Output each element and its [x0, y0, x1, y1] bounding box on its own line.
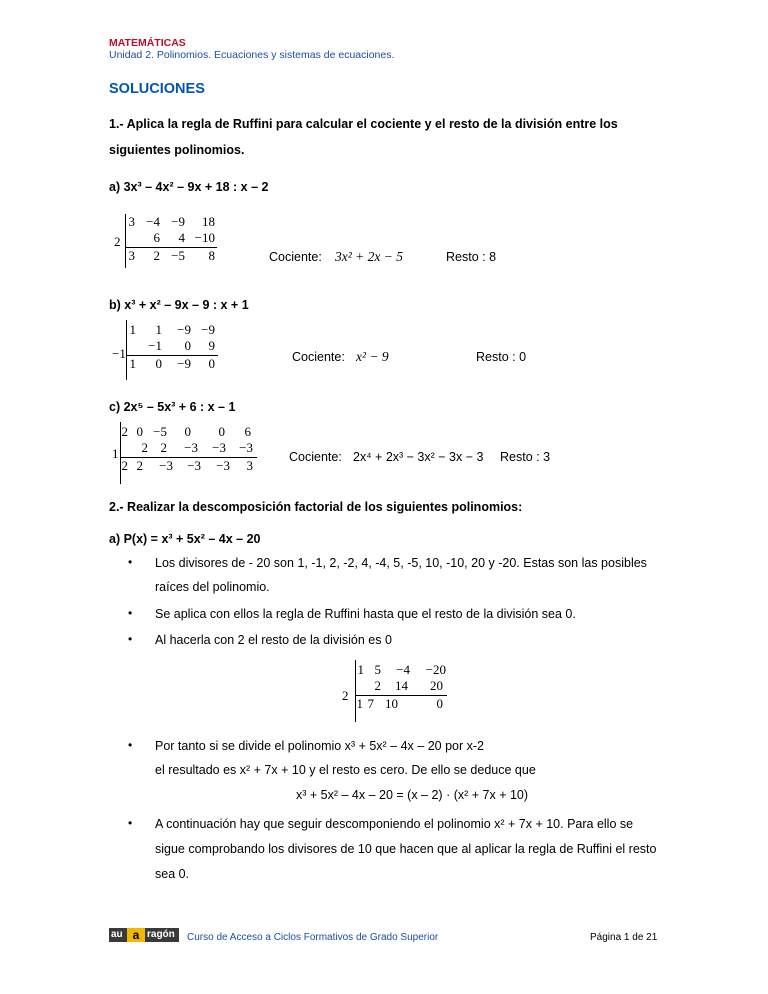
bullet-icon: •	[128, 606, 133, 620]
cell: −3	[216, 458, 230, 473]
cell: −5	[171, 248, 185, 263]
cell: −9	[201, 322, 215, 337]
q1c-cociente-label: Cociente:	[289, 450, 342, 464]
cell: 6	[244, 424, 251, 439]
q1b-resto: Resto : 0	[476, 350, 527, 364]
bullet-icon: •	[128, 738, 133, 752]
ruffini-root: 1	[112, 446, 119, 461]
cell: 7	[367, 696, 374, 711]
cell: 0	[184, 424, 191, 439]
q2-statement: 2.- Realizar la descomposición factorial de los siguientes polinomios:	[109, 500, 523, 514]
q1a-cociente: 3x² + 2x − 5	[335, 249, 404, 264]
q1b-label: b) x³ + x² – 9x – 9 : x + 1	[109, 298, 249, 312]
bullet-icon: •	[128, 632, 133, 646]
cell: −3	[187, 458, 201, 473]
cell: 2	[160, 440, 167, 455]
cell: 9	[208, 338, 215, 353]
cell: 14	[395, 678, 408, 693]
cell: −3	[212, 440, 226, 455]
cell: 18	[202, 214, 215, 229]
cell: 2	[136, 458, 143, 473]
q2a-ruffini	[339, 660, 479, 724]
cell: −20	[425, 662, 446, 677]
q1c-ruffini	[109, 422, 279, 486]
q2-bullet5-line3: sea 0.	[155, 867, 190, 881]
footer-page-number: Página 1 de 21	[590, 932, 658, 943]
q1a-cociente-label: Cociente:	[269, 250, 322, 264]
header-subject: MATEMÁTICAS	[109, 37, 186, 49]
cell: −9	[171, 214, 185, 229]
cell: −5	[153, 424, 167, 439]
cell: 1	[356, 696, 363, 711]
q2-bullet4-line2: el resultado es x² + 7x + 10 y el resto es cero. De ello se deduce que	[155, 763, 536, 777]
cell: 4	[178, 230, 185, 245]
cell: −4	[396, 662, 410, 677]
cell: −3	[239, 440, 253, 455]
q2-bullet1-line2: raíces del polinomio.	[155, 580, 270, 594]
section-title: SOLUCIONES	[109, 81, 205, 97]
logo-text-left: au	[111, 929, 123, 940]
q1-statement-line1: 1.- Aplica la regla de Ruffini para calcular el cociente y el resto de la división entre los	[109, 117, 618, 131]
q1a-resto: Resto : 8	[446, 250, 497, 264]
q2-bullet5-line1: A continuación hay que seguir descomponiendo el polinomio x² + 7x + 10. Para ello se	[155, 817, 634, 831]
q1c-cociente: 2x⁴ + 2x³ − 3x² − 3x − 3	[353, 450, 484, 464]
header-unit: Unidad 2. Polinomios. Ecuaciones y sistemas de ecuaciones.	[109, 49, 395, 61]
q2-bullet3: Al hacerla con 2 el resto de la división es 0	[155, 633, 392, 647]
cell: 0	[218, 424, 225, 439]
cell: 1	[129, 322, 136, 337]
cell: 6	[153, 230, 160, 245]
q1c-resto: Resto : 3	[500, 450, 551, 464]
q1c-label: c) 2x⁵ – 5x³ + 6 : x – 1	[109, 400, 236, 414]
q2-bullet2: Se aplica con ellos la regla de Ruffini hasta que el resto de la división sea 0.	[155, 607, 576, 621]
cell: 2	[141, 440, 148, 455]
logo-text-mid: a	[127, 928, 145, 942]
q2-bullet4-line3: x³ + 5x² – 4x – 20 = (x – 2) · (x² + 7x + 10)	[296, 788, 529, 802]
cell: 0	[136, 424, 143, 439]
cell: −9	[177, 356, 191, 371]
cell: 10	[385, 696, 398, 711]
footer-course: Curso de Acceso a Ciclos Formativos de Grado Superior	[187, 932, 439, 943]
q1b-cociente-label: Cociente:	[292, 350, 345, 364]
cell: −3	[159, 458, 173, 473]
cell: 0	[436, 696, 443, 711]
q1a-ruffini	[109, 214, 249, 270]
cell: 8	[208, 248, 215, 263]
cell: −10	[194, 230, 215, 245]
cell: 0	[208, 356, 215, 371]
cell: 3	[128, 248, 135, 263]
cell: −9	[177, 322, 191, 337]
cell: 0	[155, 356, 162, 371]
ruffini-root: 2	[114, 234, 121, 249]
logo-text-right: ragón	[147, 929, 175, 940]
aularagon-logo	[109, 928, 179, 942]
q1b-cociente: x² − 9	[356, 349, 389, 364]
ruffini-root: 2	[342, 688, 349, 703]
cell: 1	[155, 322, 162, 337]
cell: −4	[146, 214, 160, 229]
q1b-ruffini	[109, 320, 249, 382]
cell: 20	[430, 678, 443, 693]
q2-bullet4-line1: Por tanto si se divide el polinomio x³ + 5x² – 4x – 20 por x-2	[155, 739, 484, 753]
q1a-label: a) 3x³ – 4x² – 9x + 18 : x – 2	[109, 180, 269, 194]
cell: 0	[184, 338, 191, 353]
q2a-label: a) P(x) = x³ + 5x² – 4x – 20	[109, 532, 261, 546]
cell: 1	[129, 356, 136, 371]
bullet-icon: •	[128, 816, 133, 830]
cell: 3	[246, 458, 253, 473]
cell: 2	[121, 424, 128, 439]
cell: 2	[374, 678, 381, 693]
cell: −1	[148, 338, 162, 353]
cell: 2	[153, 248, 160, 263]
q2-bullet1-line1: Los divisores de - 20 son 1, -1, 2, -2, 4, -4, 5, -5, 10, -10, 20 y -20. Estas son las posibles	[155, 556, 647, 570]
cell: 5	[374, 662, 381, 677]
cell: 3	[128, 214, 135, 229]
cell: 2	[121, 458, 128, 473]
q1-statement-line2: siguientes polinomios.	[109, 143, 245, 157]
ruffini-root: −1	[112, 346, 126, 361]
q2-bullet5-line2: sigue comprobando los divisores de 10 que hacen que al aplicar la regla de Ruffini el resto	[155, 842, 657, 856]
cell: 1	[357, 662, 364, 677]
cell: −3	[184, 440, 198, 455]
bullet-icon: •	[128, 555, 133, 569]
